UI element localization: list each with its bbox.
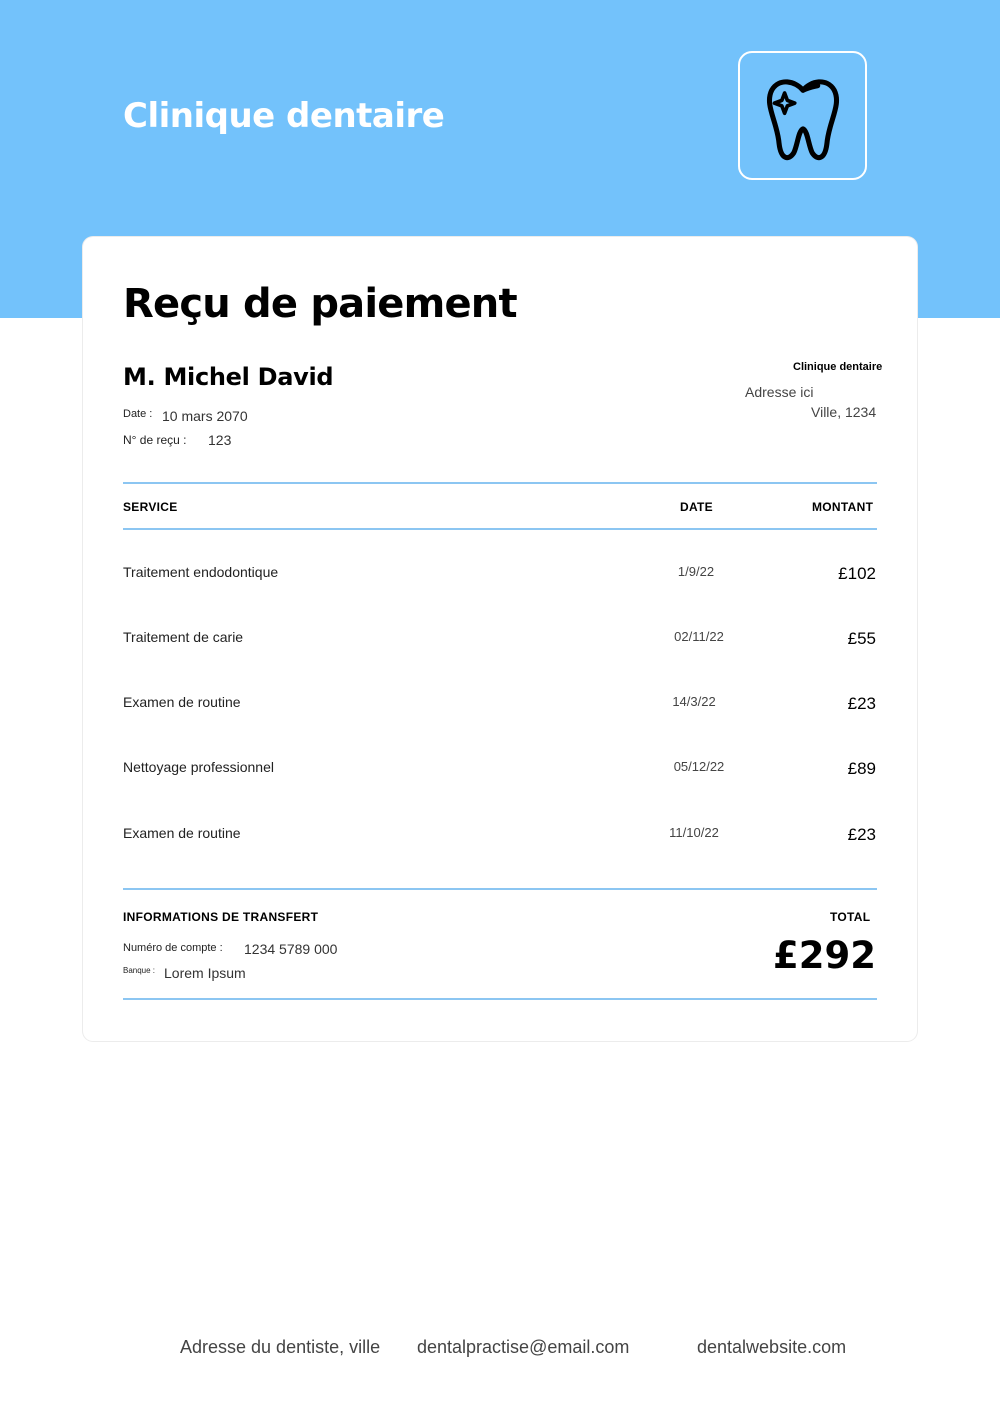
clinic-name: Clinique dentaire	[123, 96, 445, 136]
footer-email: dentalpractise@email.com	[417, 1337, 630, 1357]
account-number-label: Numéro de compte :	[123, 942, 223, 954]
column-header-date: DATE	[680, 500, 713, 514]
footer-website: dentalwebsite.com	[697, 1337, 847, 1357]
row-service: Traitement de carie	[123, 629, 244, 645]
column-header-amount: MONTANT	[812, 500, 874, 514]
table-top-divider	[123, 482, 877, 484]
row-amount: £23	[847, 825, 876, 844]
column-header-service: SERVICE	[123, 500, 178, 514]
row-date: 02/11/22	[674, 629, 724, 644]
transfer-top-divider	[123, 888, 877, 890]
date-label: Date :	[123, 408, 153, 420]
total-amount: £292	[773, 934, 876, 977]
transfer-heading: INFORMATIONS DE TRANSFERT	[123, 910, 319, 924]
date-value: 10 mars 2070	[162, 408, 248, 424]
receipt-number-label: N° de reçu :	[123, 433, 187, 447]
row-amount: £55	[847, 629, 876, 648]
row-date: 14/3/22	[672, 694, 716, 709]
receipt-card	[83, 237, 917, 1041]
sender-address: Adresse ici	[745, 384, 814, 400]
total-label: TOTAL	[830, 910, 871, 924]
row-service: Traitement endodontique	[123, 564, 279, 580]
row-date: 05/12/22	[673, 759, 725, 774]
row-amount: £89	[847, 759, 876, 778]
bank-label: Banque :	[123, 966, 156, 975]
row-amount: £102	[838, 564, 876, 583]
receipt-number-value: 123	[208, 432, 232, 448]
sender-city: Ville, 1234	[811, 404, 877, 420]
row-service: Examen de routine	[123, 825, 241, 841]
row-amount: £23	[847, 694, 876, 713]
client-name: M. Michel David	[123, 363, 334, 391]
row-service: Nettoyage professionnel	[123, 759, 274, 775]
clinic-logo	[738, 51, 867, 180]
row-date: 1/9/22	[677, 564, 715, 579]
transfer-bottom-divider	[123, 998, 877, 1000]
tooth-icon	[757, 70, 849, 162]
table-header-divider	[123, 528, 877, 530]
bank-value: Lorem Ipsum	[164, 965, 246, 981]
row-date: 11/10/22	[669, 825, 719, 840]
receipt-title: Reçu de paiement	[123, 281, 517, 327]
row-service: Examen de routine	[123, 694, 241, 710]
sender-name: Clinique dentaire	[793, 361, 883, 373]
account-number-value: 1234 5789 000	[244, 941, 338, 957]
footer-address: Adresse du dentiste, ville	[180, 1337, 381, 1357]
